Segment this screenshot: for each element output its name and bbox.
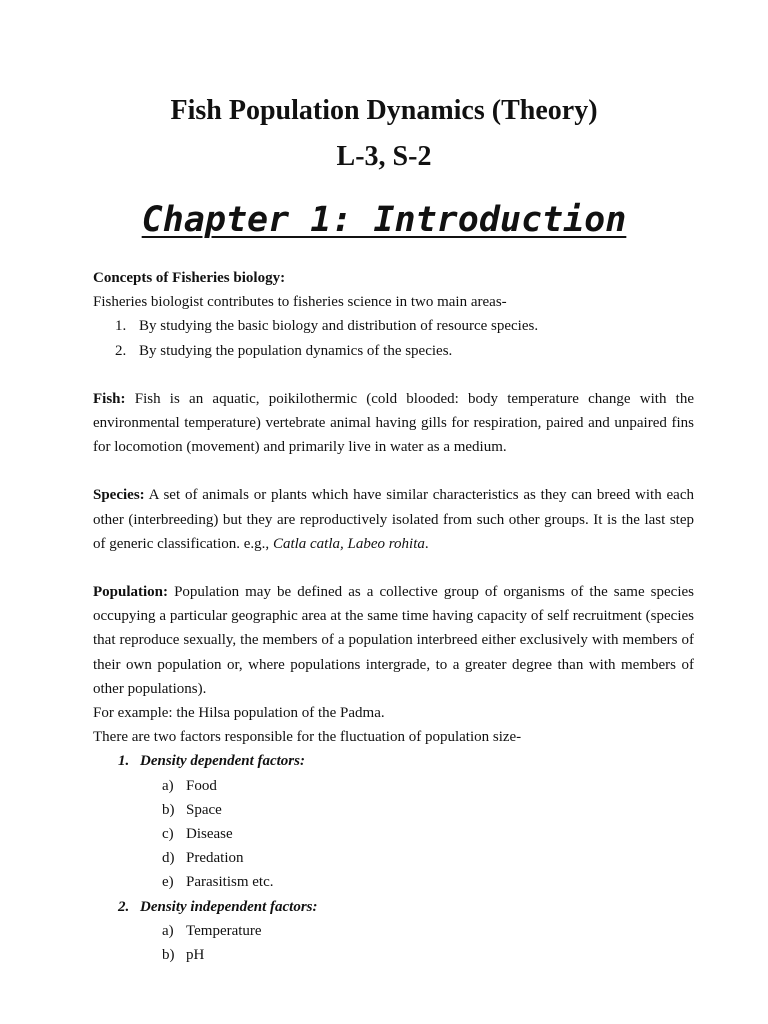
- list-text: Space: [186, 801, 222, 818]
- list-letter: d): [162, 850, 175, 867]
- list-item: [93, 798, 694, 822]
- list-item: [115, 314, 694, 338]
- list-letter: b): [162, 801, 175, 818]
- species-text: A set of animals or plants which have similar characteristics as they can breed with each other (interbreeding) but they are reproductively isolated from such other groups. It is the last step of generic classification. e.g.,: [93, 487, 694, 552]
- species-examples: Catla catla, Labeo rohita: [272, 535, 425, 552]
- term-fish: Fish:: [93, 390, 126, 407]
- list-text: Disease: [186, 826, 233, 843]
- list-item: [93, 774, 694, 798]
- population-example: For example: the Hilsa population of the Padma.: [93, 705, 385, 722]
- list-text: Temperature: [186, 922, 262, 939]
- list-item: [93, 846, 694, 870]
- list-number: 1.: [115, 318, 127, 335]
- list-letter: a): [162, 922, 174, 939]
- list-text: pH: [186, 947, 205, 964]
- list-letter: a): [162, 777, 174, 794]
- species-end: .: [424, 535, 429, 552]
- factors-intro: There are two factors responsible for the fluctuation of population size-: [93, 729, 522, 746]
- list-item: [93, 870, 694, 894]
- list-number: 2.: [115, 342, 127, 359]
- fish-text: Fish is an aquatic, poikilothermic (cold blooded: body temperature change with the environmental temperature) vertebrate animal having gills for respiration, paired and unpaired fins for locomotion (movement) and primarily live in water as a medium.: [93, 390, 694, 456]
- document-body: [93, 266, 694, 967]
- factor-heading: [93, 895, 694, 919]
- section-heading-concepts: Concepts of Fisheries biology:: [93, 270, 286, 286]
- concepts-intro: Fisheries biologist contributes to fisheries science in two main areas-: [93, 294, 507, 311]
- factor-title: Density independent factors:: [140, 898, 318, 915]
- factor-title: Density dependent factors:: [140, 753, 305, 770]
- population-definition: [93, 580, 694, 701]
- list-item: [93, 919, 694, 943]
- course-code: L-3, S-2: [336, 141, 432, 172]
- list-text: Parasitism etc.: [186, 874, 274, 891]
- list-text: By studying the basic biology and distribution of resource species.: [139, 318, 539, 335]
- chapter-heading: Chapter 1: Introduction: [141, 200, 627, 240]
- factor-number: 1.: [118, 753, 130, 770]
- term-population: Population:: [93, 584, 169, 601]
- document-title: Fish Population Dynamics (Theory): [170, 95, 598, 126]
- list-letter: b): [162, 947, 175, 964]
- list-item: [93, 822, 694, 846]
- list-letter: c): [162, 826, 174, 843]
- factor-heading: [93, 749, 694, 773]
- term-species: Species:: [93, 487, 145, 504]
- list-item: [115, 339, 694, 363]
- list-text: By studying the population dynamics of the species.: [139, 342, 453, 359]
- list-text: Predation: [186, 850, 244, 867]
- concepts-list: [93, 314, 694, 362]
- list-letter: e): [162, 874, 174, 891]
- species-definition: [93, 483, 694, 556]
- factor-number: 2.: [118, 898, 130, 915]
- fish-definition: [93, 387, 694, 460]
- population-text: Population may be defined as a collective group of organisms of the same species occupying a particular geographic area at the same time having capacity of self recruitment (species that reproduce sexually, the members of a population interbreed either exclusively with members of their own population or, where populations intergrade, to a greater degree than with members of other populations).: [93, 584, 694, 697]
- list-item: [93, 943, 694, 967]
- list-text: Food: [186, 777, 217, 794]
